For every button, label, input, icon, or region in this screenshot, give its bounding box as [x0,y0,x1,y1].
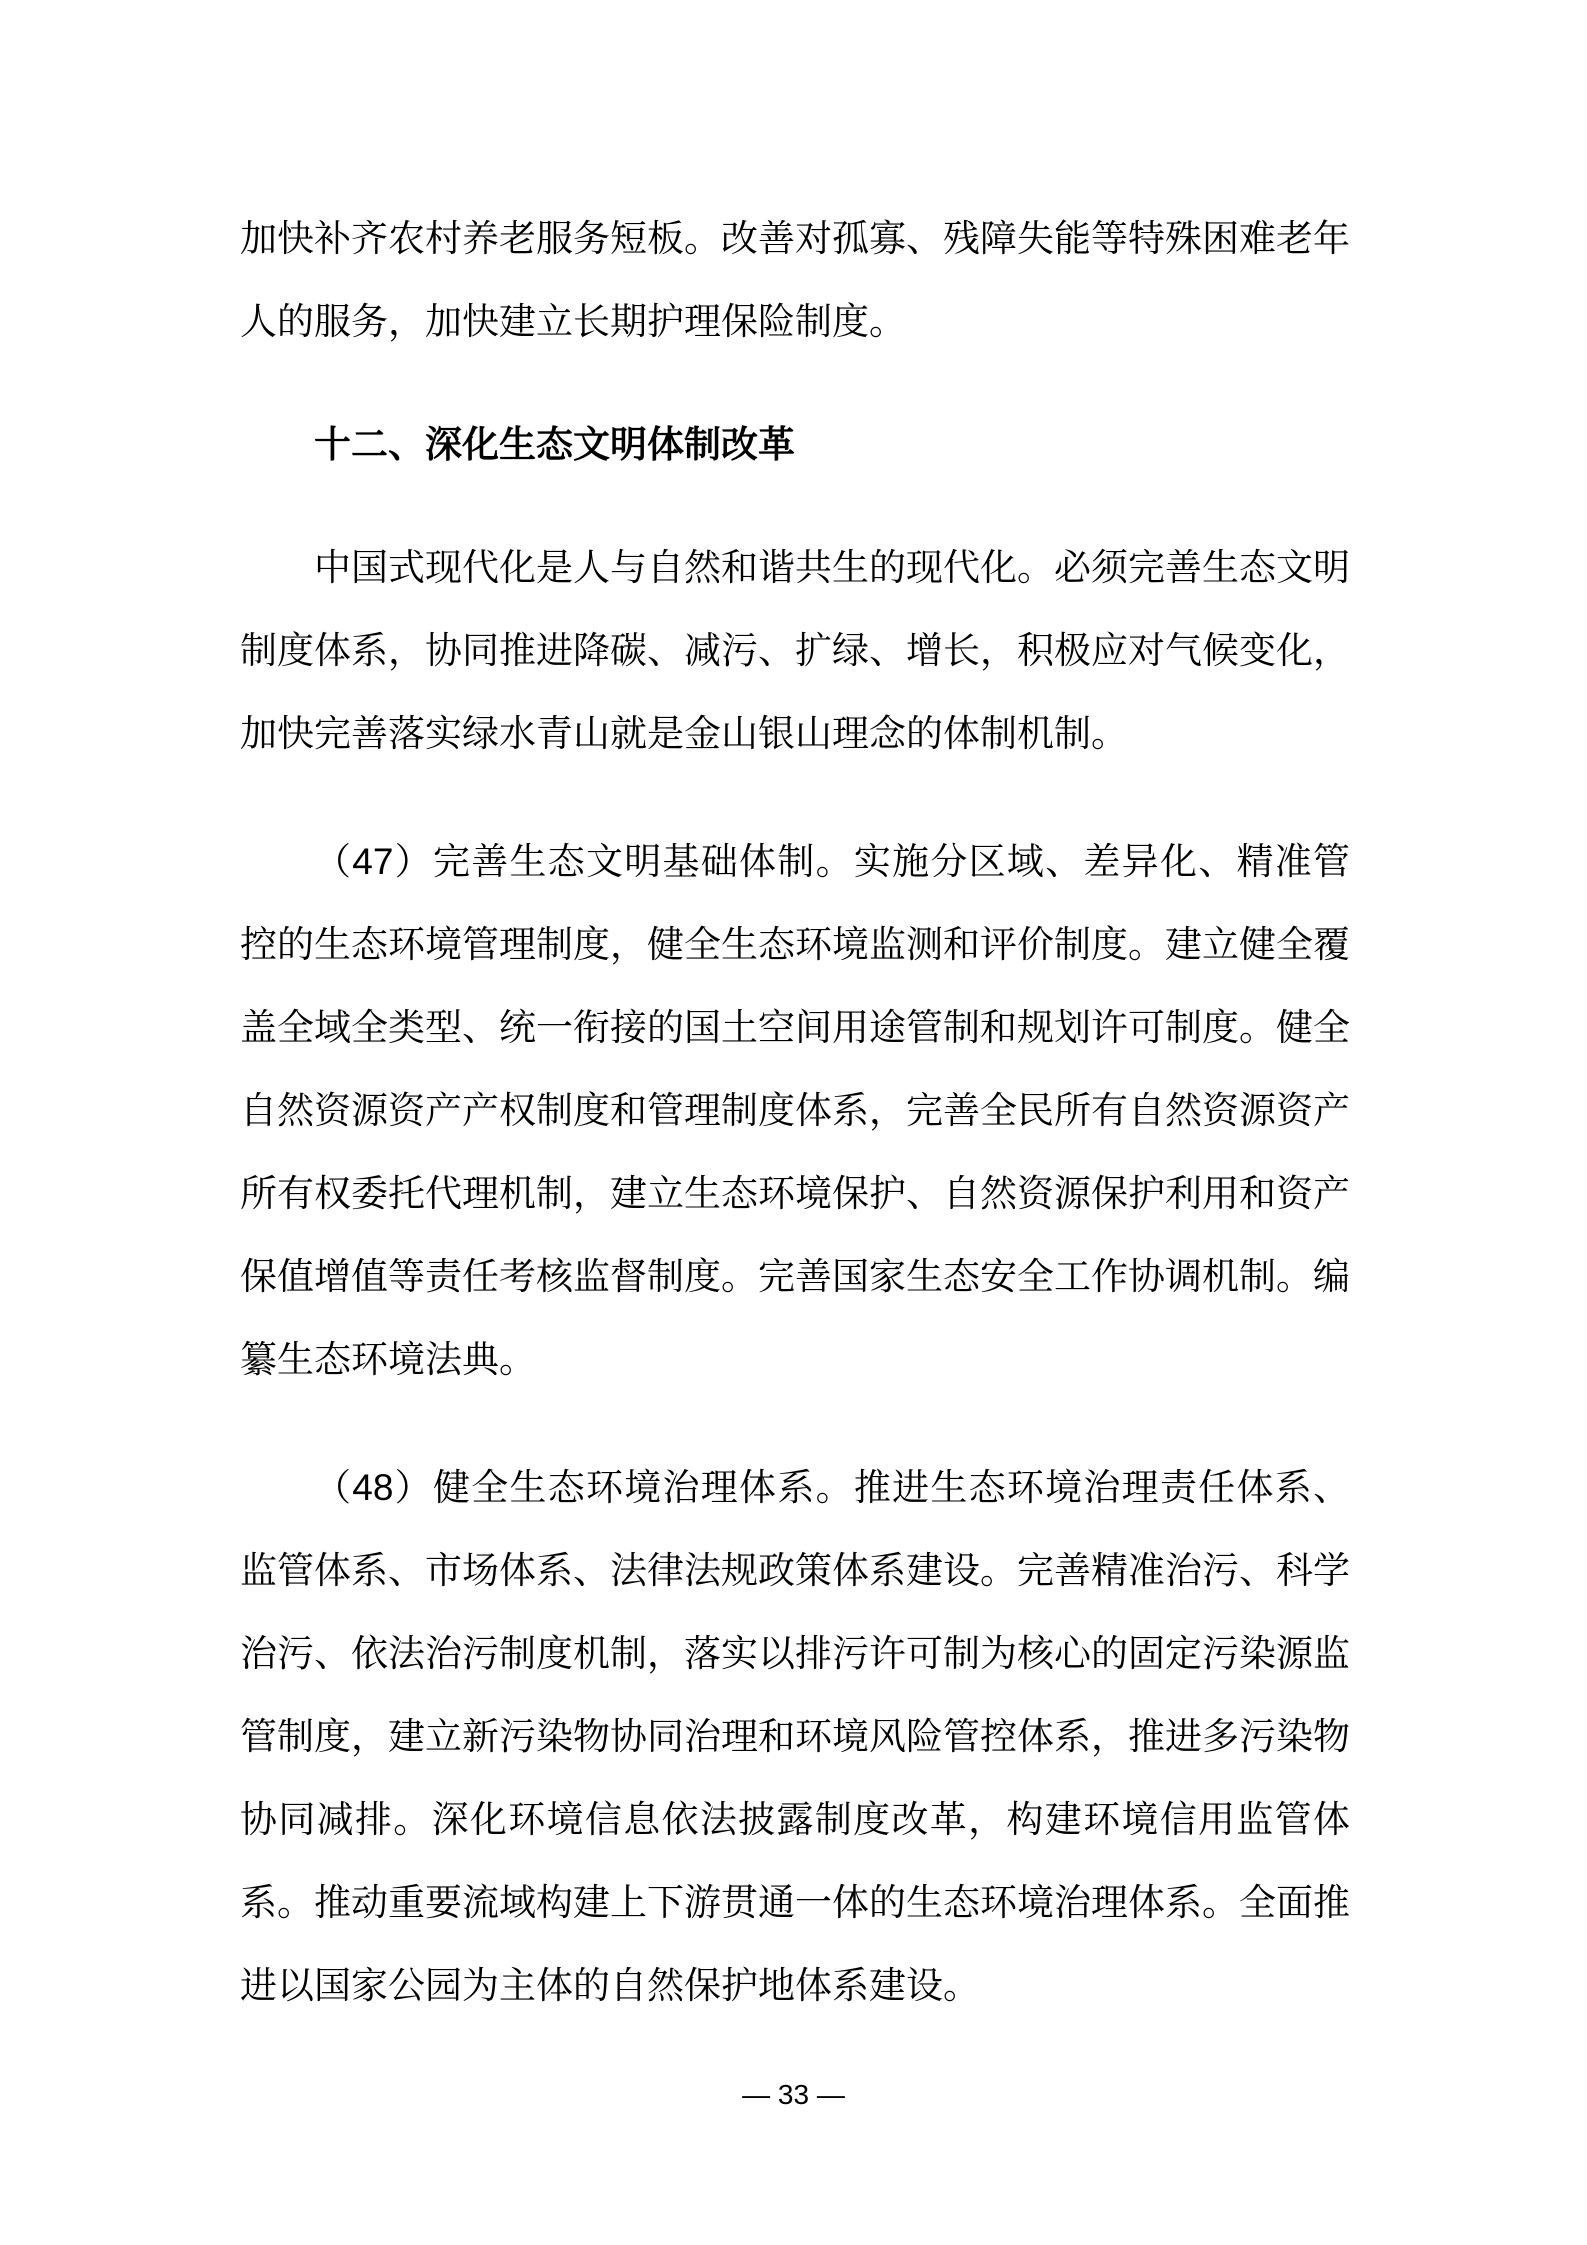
page-footer [0,2078,1587,2112]
paragraph-continued: 加快补齐农村养老服务短板。改善对孤寡、残障失能等特殊困难老年人的服务，加快建立长期护理保险制度。 [240,218,1350,342]
document-body [240,197,1350,2027]
section-heading: 十二、深化生态文明体制改革 [314,424,795,465]
paragraph-item-48: （48）健全生态环境治理体系。推进生态环境治理责任体系、监管体系、市场体系、法律法规政策体系建设。完善精准治污、科学治污、依法治污制度机制，落实以排污许可制为核心的固定污染源监管制度，建立新污染物协同治理和环境风险管控体系，推进多污染物协同减排。深化环境信息依法披露制度改革，构建环境信用监管体系。推动重要流域构建上下游贯通一体的生态环境治理体系。全面推进以国家公园为主体的自然保护地体系建设。 [240,1467,1350,2006]
page-number: — 33 — [742,2079,845,2110]
paragraph-item-47: （47）完善生态文明基础体制。实施分区域、差异化、精准管控的生态环境管理制度，健全生态环境监测和评价制度。建立健全覆盖全域全类型、统一衔接的国土空间用途管制和规划许可制度。健全自然资源资产产权制度和管理制度体系，完善全民所有自然资源资产所有权委托代理机制，建立生态环境保护、自然资源保护利用和资产保值增值等责任考核监督制度。完善国家生态安全工作协调机制。编纂生态环境法典。 [240,841,1350,1380]
paragraph-intro: 中国式现代化是人与自然和谐共生的现代化。必须完善生态文明制度体系，协同推进降碳、减污、扩绿、增长，积极应对气候变化，加快完善落实绿水青山就是金山银山理念的体制机制。 [240,547,1350,754]
